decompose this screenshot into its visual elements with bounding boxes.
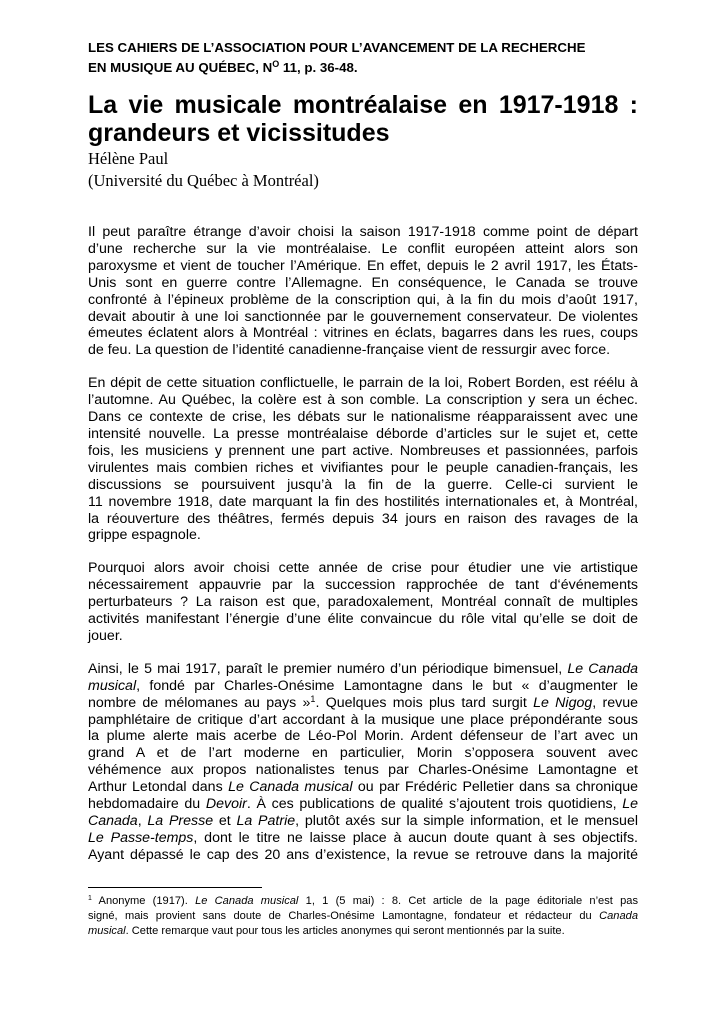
author-affiliation: (Université du Québec à Montréal) — [88, 171, 319, 190]
text-segment: ou par Frédéric Pelletier dans sa chronique — [352, 779, 639, 796]
text-line: perturbateurs ? La raison est que, paradoxalement, Montréal connaît de multiples — [88, 594, 638, 611]
text-segment: nombre de mélomanes au pays » — [88, 694, 311, 711]
text-line: émeutes éclatent alors à Montréal : vitrines en éclats, bagarres dans les rues, coups — [88, 325, 638, 342]
text-segment: et — [213, 813, 237, 829]
text-line — [88, 695, 638, 712]
italic-text: Le Canada musical — [195, 895, 299, 907]
issue-pages: 11, p. 36-48. — [279, 60, 358, 75]
paragraph — [88, 375, 638, 544]
text-line — [88, 894, 638, 909]
author-block — [88, 148, 319, 192]
italic-text: Le Canada musical — [228, 779, 353, 796]
text-line: la réouverture des théâtres, fermés depuis 34 jours en raison des ravages de la — [88, 510, 638, 527]
text-line: confronté à l’épineux problème de la conscription qui, à la fin du mois d’août 1917, — [88, 291, 638, 308]
text-segment: , fondé par Charles-Onésime Lamontagne dans le but « d’augmenter le — [136, 677, 638, 694]
text-line: l’automne. Au Québec, la colère est à son comble. La conscription y sera un échec. — [88, 392, 638, 409]
text-segment: . Cette remarque vaut pour tous les articles anonymes qui seront mentionnés par la suite. — [125, 925, 565, 937]
title-line-2: grandeurs et vicissitudes — [88, 119, 390, 147]
text-line: grippe espagnole. — [88, 527, 201, 544]
text-line: virulentes mais combien riches et vivifiantes pour le peuple canadien-français, les — [88, 459, 638, 476]
text-line: nécessairement appauvrie par la succession rapprochée de tant d‘événements — [88, 577, 638, 594]
text-line: activités manifestant l’énergie d’une élite convaincue du rôle vital qu’elle se doit de — [88, 611, 638, 628]
text-line: devait aboutir à une loi sanctionnée par le gouvernement conservateur. De violentes — [88, 308, 638, 325]
text-segment: , revue — [592, 694, 639, 711]
text-line: d’une recherche sur la vie montréalaise. Le conflit européen atteint alors son — [88, 240, 638, 257]
italic-text: Canada — [599, 910, 638, 922]
paragraph — [88, 224, 638, 359]
text-segment: , plutôt axés sur la simple information, et le mensuel — [295, 813, 638, 829]
text-segment: . À ces publications de qualité s’ajoutent trois quotidiens, — [246, 796, 623, 813]
journal-name-end: EN MUSIQUE AU QUÉBEC, N — [88, 60, 273, 75]
paragraph — [88, 661, 638, 864]
text-line: discussions se poursuivent jusqu’à la fin de la guerre. Celle-ci survient le — [88, 476, 638, 493]
text-line — [88, 813, 638, 830]
italic-text: Le Passe-temps — [88, 829, 194, 846]
footnote-ref: 1 — [310, 693, 316, 704]
text-line: véhémence aux propos nationalistes tenus par Charles-Onésime Lamontagne et — [88, 762, 638, 779]
text-line — [88, 779, 638, 796]
text-line: paroxysme et vient de toucher l’Amérique. En effet, depuis le 2 avril 1917, les États- — [88, 257, 638, 274]
article-title — [88, 91, 638, 147]
text-line: En dépit de cette situation conflictuelle, le parrain de la loi, Robert Borden, est réélu à — [88, 375, 638, 392]
italic-text: La Presse — [147, 813, 214, 829]
text-line: jouer. — [88, 627, 123, 644]
text-line — [88, 909, 638, 924]
journal-header-line2 — [88, 56, 648, 76]
text-segment: Anonyme (1917). — [91, 895, 196, 907]
text-segment: Arthur Letondal dans — [88, 779, 229, 796]
text-line: fois, les musiciens y prennent une part active. Nombreuses et passionnées, parfois — [88, 442, 638, 459]
footnote-ref: 1 — [88, 895, 92, 902]
text-line — [88, 830, 638, 847]
text-line: Dans ce contexte de crise, les débats sur le nationalisme réapparaissent avec une — [88, 409, 638, 426]
text-line — [88, 661, 638, 678]
issue-number-sup: O — [272, 59, 280, 69]
footnotes — [88, 894, 638, 939]
article-body — [88, 224, 638, 880]
text-line — [88, 796, 638, 813]
italic-text: Le Nigog — [533, 694, 593, 711]
text-line: intensité nouvelle. La presse montréalaise déborde d’articles sur le sujet et, cette — [88, 425, 638, 442]
title-line-1: La vie musicale montréalaise en 1917-1918 : — [88, 91, 638, 119]
text-line: grand A et de l’art moderne en particulier, Morin s’opposera souvent avec — [88, 745, 638, 762]
text-line: Pourquoi alors avoir choisi cette année de crise pour étudier une vie artistique — [88, 560, 638, 577]
text-segment: . Quelques mois plus tard surgit — [315, 694, 534, 711]
footnote-separator — [88, 887, 262, 888]
italic-text: musical — [88, 677, 137, 694]
text-segment: signé, mais provient sans doute de Charles-Onésime Lamontagne, fondateur et rédacteur du — [88, 910, 600, 922]
text-line: Il peut paraître étrange d’avoir choisi la saison 1917-1918 comme point de départ — [88, 224, 638, 240]
italic-text: Devoir — [205, 796, 247, 813]
text-line — [88, 678, 638, 695]
journal-header — [88, 39, 648, 76]
text-line — [88, 924, 638, 939]
text-segment: , — [137, 813, 148, 829]
text-line: de feu. La question de l’identité canadienne-française vient de ressurgir avec force. — [88, 342, 611, 359]
journal-header-line1: LES CAHIERS DE L’ASSOCIATION POUR L’AVANCEMENT DE LA RECHERCHE — [88, 40, 586, 55]
author-name: Hélène Paul — [88, 149, 169, 168]
text-segment: 1, 1 (5 mai) : 8. Cet article de la page éditoriale n’est pas — [298, 895, 638, 907]
text-line: Ayant dépassé le cap des 20 ans d’existence, la revue se retrouve dans la majorité — [88, 846, 638, 863]
text-line: Unis sont en guerre contre l’Allemagne. En conséquence, le Canada se trouve — [88, 274, 638, 291]
text-segment: Ainsi, le 5 mai 1917, paraît le premier numéro d’un périodique bimensuel, — [88, 660, 568, 677]
italic-text: musical — [88, 925, 126, 937]
text-line: pamphlétaire de critique d’art accordant à la musique une place prépondérante sous — [88, 711, 638, 728]
italic-text: La Patrie — [236, 813, 296, 829]
paragraph — [88, 560, 638, 645]
text-line: la plume alerte mais acerbe de Léo-Pol Morin. Ardent défenseur de l’art avec un — [88, 728, 638, 745]
italic-text: Le Canada — [567, 660, 638, 677]
text-segment: hebdomadaire du — [88, 796, 206, 813]
italic-text: Le — [622, 796, 639, 813]
text-segment: , dont le titre ne laisse place à aucun doute quant à ses objectifs. — [193, 829, 638, 846]
text-line: 11 novembre 1918, date marquant la fin des hostilités internationales et, à Montréal, — [88, 493, 638, 510]
italic-text: Canada — [88, 813, 138, 829]
